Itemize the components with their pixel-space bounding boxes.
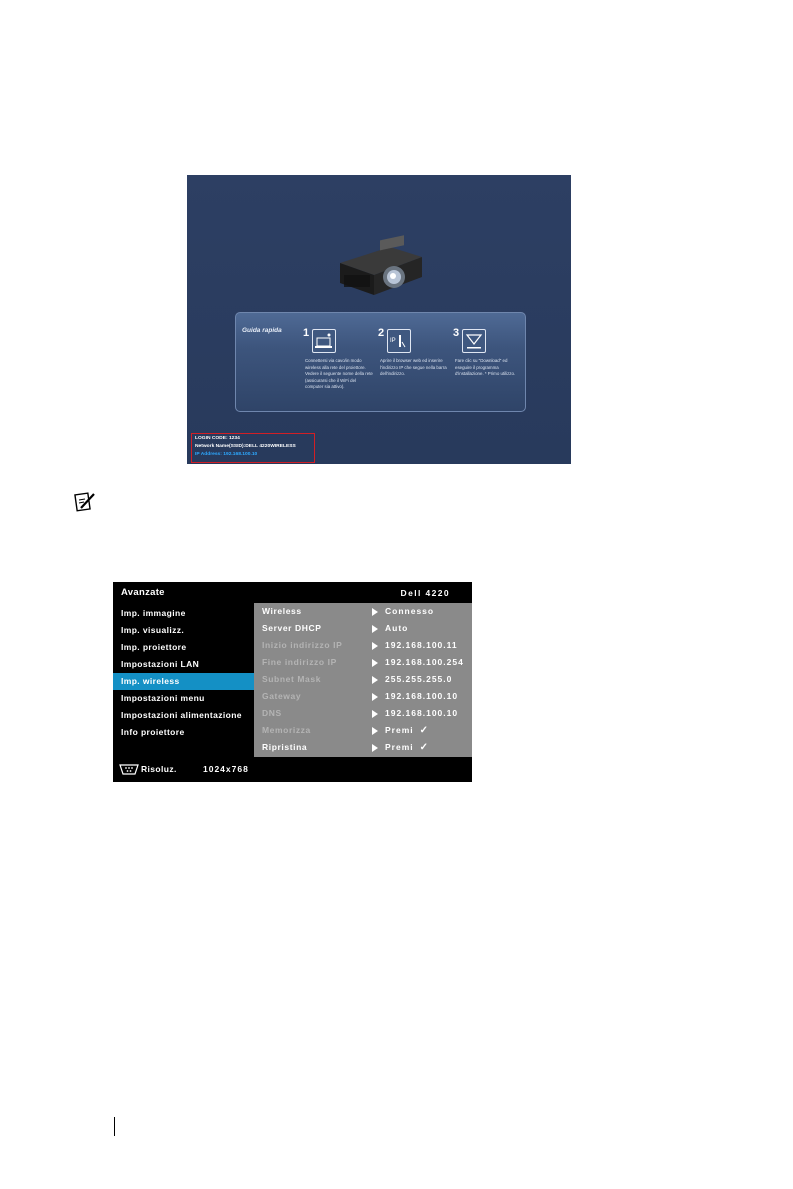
ip-address: IP Address: 192.168.100.10: [195, 452, 258, 457]
option-value: 192.168.100.10: [385, 708, 459, 718]
option-row-fine-indirizzo-ip[interactable]: [254, 654, 472, 671]
option-value: 192.168.100.10: [385, 691, 459, 701]
osd-menu-list: [113, 603, 254, 757]
option-row-gateway[interactable]: [254, 688, 472, 705]
menu-item-impostazioni-menu[interactable]: Impostazioni menu: [121, 693, 205, 703]
svg-text:IP: IP: [390, 338, 396, 344]
step-text: Fare clic su "Download" ed eseguire il programma d'installazione. * Primo utilizzo.: [455, 358, 516, 377]
arrow-right-icon: [372, 642, 378, 650]
arrow-right-icon: [372, 625, 378, 633]
login-info-box: [191, 433, 315, 463]
arrow-right-icon: [372, 710, 378, 718]
osd-options-panel: [254, 603, 472, 757]
menu-item-imp-visualizz[interactable]: Imp. visualizz.: [121, 625, 185, 635]
option-label: Fine indirizzo IP: [262, 657, 337, 667]
arrow-right-icon: [372, 744, 378, 752]
option-value: 192.168.100.11: [385, 640, 458, 650]
option-value-container: [385, 739, 429, 756]
arrow-right-icon: [372, 676, 378, 684]
option-label: DNS: [262, 708, 282, 718]
option-row-inizio-indirizzo-ip[interactable]: [254, 637, 472, 654]
laptop-wifi-icon: [312, 329, 336, 353]
option-label: Ripristina: [262, 742, 308, 752]
menu-item-impostazioni-lan[interactable]: Impostazioni LAN: [121, 659, 200, 669]
browser-ip-icon: [387, 329, 411, 353]
menu-item-imp-wireless[interactable]: Imp. wireless: [113, 673, 254, 690]
network-name: Network Name(SSID):DELL 4220WIRELESS: [195, 444, 296, 449]
option-row-server-dhcp[interactable]: [254, 620, 472, 637]
arrow-right-icon: [372, 659, 378, 667]
wireless-splash-screen: [187, 175, 571, 464]
arrow-right-icon: [372, 727, 378, 735]
option-label: Inizio indirizzo IP: [262, 640, 343, 650]
arrow-right-icon: [372, 608, 378, 616]
step-number: 3: [453, 327, 460, 339]
menu-item-impostazioni-alimentazione[interactable]: Impostazioni alimentazione: [121, 710, 242, 720]
option-value: 255.255.255.0: [385, 674, 453, 684]
option-label: Wireless: [262, 606, 302, 616]
projector-image: [330, 235, 430, 305]
osd-footer: [113, 757, 472, 782]
option-row-memorizza[interactable]: [254, 722, 472, 739]
option-label: Server DHCP: [262, 623, 322, 633]
checkmark-icon: ✓: [419, 725, 430, 736]
option-value: 192.168.100.254: [385, 657, 464, 667]
page-margin-rule: [114, 1117, 115, 1136]
osd-header: [113, 582, 472, 603]
option-label: Memorizza: [262, 725, 311, 735]
menu-item-imp-proiettore[interactable]: Imp. proiettore: [121, 642, 187, 652]
option-row-wireless[interactable]: [254, 603, 472, 620]
arrow-right-icon: [372, 693, 378, 701]
resolution-value: 1024x768: [203, 764, 249, 774]
osd-title: Avanzate: [121, 587, 165, 598]
quick-guide-panel: [235, 312, 526, 412]
guide-title: Guida rapida: [242, 327, 282, 334]
option-value: Connesso: [385, 606, 435, 616]
option-label: Gateway: [262, 691, 302, 701]
menu-item-info-proiettore[interactable]: Info proiettore: [121, 727, 185, 737]
pencil-note-icon: [74, 491, 96, 513]
menu-item-imp-immagine[interactable]: Imp. immagine: [121, 608, 186, 618]
login-code: LOGIN CODE: 1234: [195, 436, 240, 441]
option-value-container: [385, 722, 429, 739]
osd-advanced-menu: [113, 582, 472, 782]
download-icon: [462, 329, 486, 353]
option-row-dns[interactable]: [254, 705, 472, 722]
option-value: Premi: [385, 725, 414, 735]
step-text: Aprire il browser web ed inserire l'indirizzo IP che segue nella barra dell'indirizzo.: [380, 358, 447, 377]
checkmark-icon: ✓: [419, 742, 430, 753]
option-value: Auto: [385, 623, 409, 633]
step-text: Connettersi via cavo/in modo wireless alla rete del proiettore. Vedere il seguente nome della rete (assicurarsi che il WiFi del computer sia attivo).: [305, 358, 373, 390]
osd-model: Dell 4220: [400, 588, 450, 598]
option-row-subnet-mask[interactable]: [254, 671, 472, 688]
step-number: 1: [303, 327, 310, 339]
option-row-ripristina[interactable]: [254, 739, 472, 756]
step-number: 2: [378, 327, 385, 339]
option-value: Premi: [385, 742, 414, 752]
vga-connector-icon: [119, 764, 139, 775]
option-label: Subnet Mask: [262, 674, 322, 684]
resolution-label: Risoluz.: [141, 764, 177, 774]
